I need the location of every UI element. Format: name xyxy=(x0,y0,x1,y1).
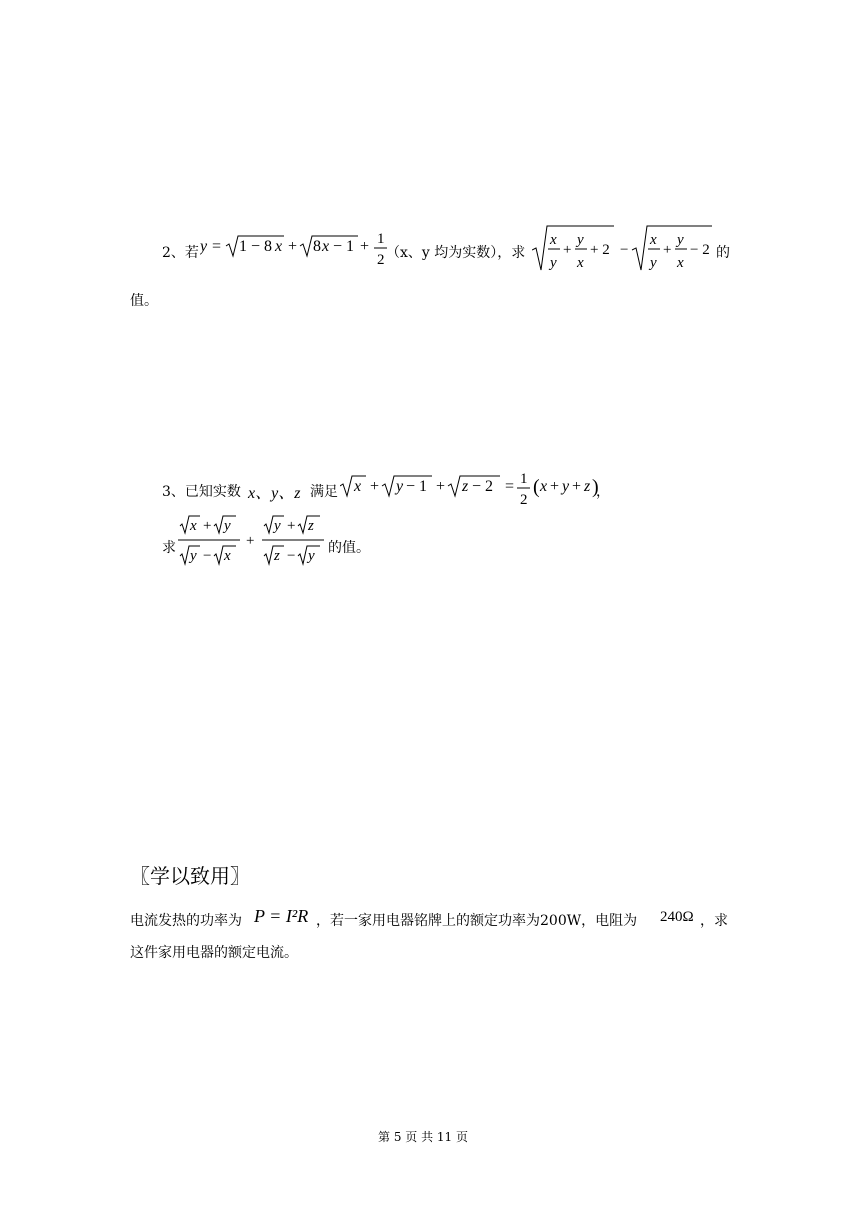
problem-3-ask-end: 的值。 xyxy=(328,540,370,556)
svg-text:z: z xyxy=(274,548,280,564)
svg-text:+: + xyxy=(563,242,572,258)
svg-text:−: − xyxy=(203,548,212,564)
svg-text:y: y xyxy=(200,238,208,255)
problem-2-suffix: 的 xyxy=(716,245,730,261)
problem-2-given-formula xyxy=(200,226,375,270)
svg-text:+: + xyxy=(572,478,582,495)
svg-text:x: x xyxy=(224,548,231,564)
svg-text:+: + xyxy=(360,238,370,255)
problem-2-condition: （x、y 均为实数），求 xyxy=(386,245,526,261)
resistance-value: 240Ω xyxy=(660,909,694,925)
svg-text:y: y xyxy=(308,548,315,564)
svg-text:y: y xyxy=(562,478,570,495)
svg-text:2: 2 xyxy=(377,252,385,268)
svg-text:x: x xyxy=(322,238,330,255)
svg-text:x: x xyxy=(275,238,283,255)
svg-text:− 1: − 1 xyxy=(406,478,428,495)
svg-text:2: 2 xyxy=(520,492,528,508)
problem-3-given-formula xyxy=(340,466,600,514)
svg-text:+: + xyxy=(550,478,560,495)
power-formula: P = I²R xyxy=(254,906,309,926)
svg-text:+: + xyxy=(287,518,296,534)
problem-3-mid: 满足 xyxy=(310,484,338,500)
svg-text:−: − xyxy=(287,548,296,564)
svg-text:+: + xyxy=(663,242,672,258)
application-line1-b: ，若一家用电器铭牌上的额定功率为200W，电阻为 xyxy=(316,913,638,929)
svg-text:− 2: − 2 xyxy=(472,478,494,495)
problem-3-target-formula xyxy=(176,512,328,572)
problem-2-prefix: 2、若 xyxy=(162,245,199,261)
application-line2: 这件家用电器的额定电流。 xyxy=(130,945,298,961)
problem-3-ask: 求 xyxy=(162,540,176,556)
svg-text:x: x xyxy=(577,255,584,271)
svg-text:− 2: − 2 xyxy=(690,242,710,258)
svg-text:y: y xyxy=(396,478,404,495)
svg-text:y: y xyxy=(190,548,197,564)
svg-text:x: x xyxy=(354,478,362,495)
svg-text:y: y xyxy=(577,232,584,248)
application-line1-a: 电流发热的功率为 xyxy=(130,913,242,929)
svg-text:x: x xyxy=(677,255,684,271)
svg-text:+ 2: + 2 xyxy=(590,242,610,258)
svg-text:z: z xyxy=(308,518,314,534)
svg-text:+: + xyxy=(246,533,255,549)
svg-text:1: 1 xyxy=(377,231,385,247)
svg-text:8: 8 xyxy=(313,238,321,255)
svg-text:x: x xyxy=(550,232,557,248)
problem-3-tail: ， xyxy=(596,484,610,500)
svg-text:x: x xyxy=(190,518,197,534)
svg-text:y: y xyxy=(650,255,657,271)
svg-text:−: − xyxy=(620,242,629,258)
svg-text:+: + xyxy=(370,478,380,495)
svg-text:1: 1 xyxy=(520,471,528,487)
problem-3-prefix: 3、已知实数 xyxy=(162,484,241,500)
svg-text:+: + xyxy=(288,238,298,255)
page-footer: 第 5 页 共 11 页 xyxy=(378,1130,468,1144)
svg-text:=: = xyxy=(505,478,515,495)
svg-text:+: + xyxy=(436,478,446,495)
svg-text:z: z xyxy=(462,478,469,495)
problem-2-continuation: 值。 xyxy=(130,293,158,309)
svg-text:x: x xyxy=(650,232,657,248)
application-line1-c: ，求 xyxy=(700,913,728,929)
section-title: 〖学以致用〗 xyxy=(130,864,250,888)
problem-3-vars: x、y、z xyxy=(248,485,301,502)
svg-text:y: y xyxy=(677,232,684,248)
svg-text:z: z xyxy=(584,478,591,495)
svg-text:1 − 8: 1 − 8 xyxy=(239,238,273,255)
problem-2-target-formula xyxy=(532,222,717,276)
svg-text:): ) xyxy=(592,476,599,498)
svg-text:y: y xyxy=(274,518,281,534)
svg-text:+: + xyxy=(203,518,212,534)
svg-text:y: y xyxy=(550,255,557,271)
svg-text:(: ( xyxy=(533,476,540,498)
svg-text:=: = xyxy=(212,238,222,255)
svg-text:− 1: − 1 xyxy=(333,238,355,255)
svg-text:x: x xyxy=(540,478,548,495)
svg-text:y: y xyxy=(224,518,231,534)
